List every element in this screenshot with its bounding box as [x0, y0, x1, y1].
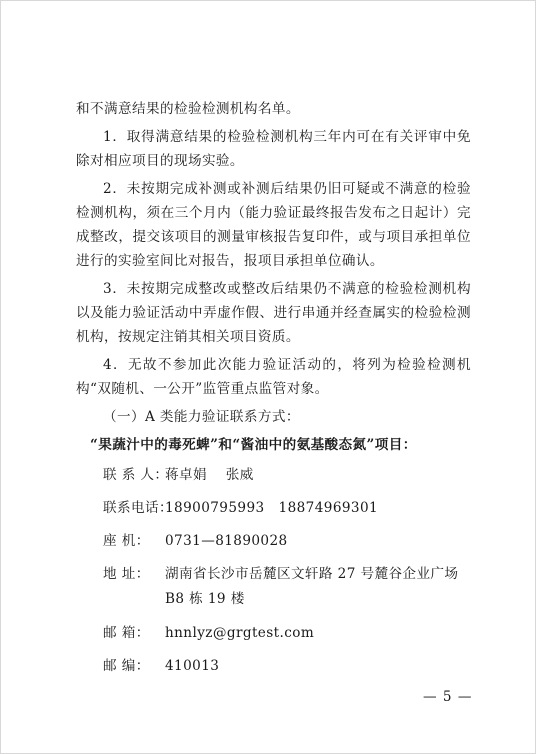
contact-email-label-a: 邮: [103, 625, 117, 641]
contact-zip-label-a: 邮: [103, 658, 117, 674]
contact-address-line2: B8 栋 19 楼: [165, 591, 245, 607]
paragraph-continuation: 和不满意结果的检验检测机构名单。: [76, 101, 300, 117]
contact-person-value: 蒋卓娟 张威: [165, 467, 254, 483]
document-body: [76, 97, 471, 687]
contact-address-label-a: 地: [103, 566, 117, 582]
contact-tel-value: 0731—81890028: [165, 533, 288, 549]
contact-person-label: 联 系 人：: [103, 467, 169, 483]
contact-phone-row: [76, 496, 471, 520]
contact-address-label-b: 址：: [121, 566, 150, 582]
contact-address-row: [76, 562, 471, 612]
contact-zip-row: [76, 654, 471, 678]
contact-phone-value: 18900795993 18874969301: [165, 500, 379, 516]
contact-tel-label: [103, 529, 165, 553]
paragraph-item-2: 2．未按期完成补测或补测后结果仍旧可疑或不满意的检验检测机构，须在三个月内（能力验证最终报告发布之日起计）完成整改，提交该项目的测量审核报告复印件，或与项目承担单位进行的实验室间比对报告，报项目承担单位确认。: [76, 181, 471, 269]
project-title: “果蔬汁中的毒死蜱”和“酱油中的氨基酸态氮”项目：: [90, 437, 417, 453]
paragraph-item-4: 4．无故不参加此次能力验证活动的，将列为检验检测机构“双随机、一公开”监管重点监管对象。: [76, 357, 471, 397]
contact-email-row: [76, 621, 471, 645]
contact-tel-label-a: 座: [103, 533, 117, 549]
section-a-heading: （一）A 类能力验证联系方式：: [103, 409, 300, 425]
contact-zip-label-b: 编：: [121, 658, 150, 674]
paragraph-item-1: 1．取得满意结果的检验检测机构三年内可在有关评审中免除对相应项目的现场实验。: [76, 129, 471, 169]
contact-tel-label-b: 机：: [121, 533, 150, 549]
contact-address-label: [103, 562, 165, 612]
contact-address-line1: 湖南省长沙市岳麓区文轩路 27 号麓谷企业广场: [165, 566, 459, 582]
contact-phone-label: 联系电话：: [103, 500, 173, 516]
paragraph-item-3: 3．未按期完成整改或整改后结果仍不满意的检验检测机构以及能力验证活动中弄虚作假、进行串通并经查属实的检验检测机构，按规定注销其相关项目资质。: [76, 281, 471, 345]
contact-person-row: [76, 463, 471, 487]
contact-email-label: [103, 621, 165, 645]
page-number: — 5 —: [423, 689, 473, 705]
contact-tel-row: [76, 529, 471, 553]
contact-address-value: [165, 562, 471, 612]
contact-zip-label: [103, 654, 165, 678]
contact-email-label-b: 箱：: [121, 625, 150, 641]
contact-email-value[interactable]: hnnlyz@grgtest.com: [165, 625, 315, 641]
contact-zip-value: 410013: [165, 658, 220, 674]
